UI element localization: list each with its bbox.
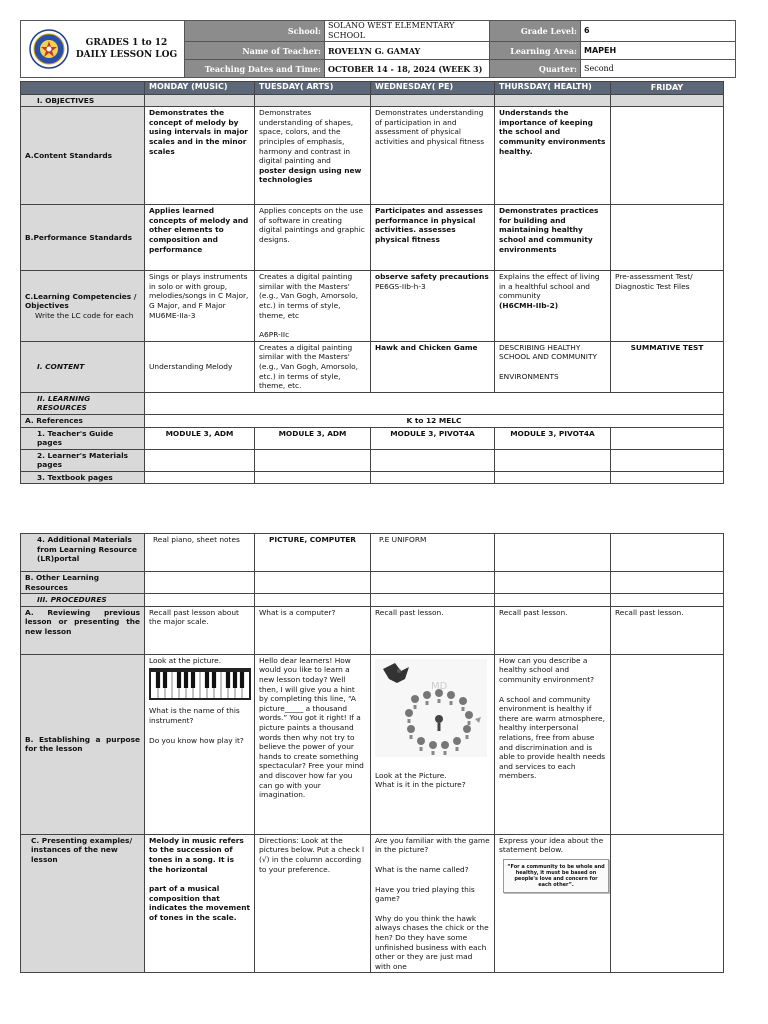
teachers-guide-row [21, 427, 724, 449]
competencies-row [21, 271, 724, 342]
other-resources-row [21, 572, 724, 594]
establishing-purpose-wednesday-line2: What is it in the picture? [375, 780, 466, 790]
reviewing-label: A. Reviewing previous lesson or presenting the new lesson [21, 606, 145, 654]
content-standards-row [21, 107, 724, 205]
reviewing-monday: Recall past lesson about the major scale. [145, 606, 255, 654]
presenting-examples-tuesday: Directions: Look at the pictures below. Put a check l (√) in the column according to your preference. [255, 834, 371, 973]
additional-materials-monday: Real piano, sheet notes [145, 534, 255, 572]
content-standards-monday: Demonstrates the concept of melody by using intervals in major scales and in the minor scales [145, 107, 255, 205]
day-header-row [21, 82, 724, 95]
establishing-purpose-monday [145, 654, 255, 834]
presenting-examples-monday [145, 834, 255, 973]
day-header-monday: MONDAY (MUSIC) [145, 82, 255, 95]
references-value: K to 12 MELC [145, 414, 724, 427]
references-row [21, 414, 724, 427]
textbook-row [21, 471, 724, 484]
additional-materials-row [21, 534, 724, 572]
header-title [69, 37, 184, 61]
content-standards-tuesday-text: Demonstrates understanding of shapes, space, colors, and the principles of emphasis, harmony and contrast in digital painting and [259, 108, 354, 166]
objectives-label: I. OBJECTIVES [21, 94, 145, 107]
presenting-examples-monday-line2: part of a musical composition that indicates the movement of tones in the scale. [149, 884, 251, 922]
presenting-examples-monday-line1: Melody in music refers to the succession of tones in a song. It is the horizontal [149, 835, 244, 874]
objectives-section-row [21, 94, 724, 107]
content-friday: SUMMATIVE TEST [611, 341, 724, 392]
competencies-thursday-code: (H6CMH-IIb-2) [499, 300, 559, 310]
establishing-purpose-wednesday-line1: Look at the Picture. [375, 770, 447, 780]
establishing-purpose-monday-line1: Look at the picture. [149, 655, 222, 665]
day-header-wednesday: WEDNESDAY( PE) [371, 82, 495, 95]
school-value: SOLANO WEST ELEMENTARY SCHOOL [325, 21, 490, 42]
content-row [21, 341, 724, 392]
lesson-grid-part-2 [20, 533, 724, 973]
content-monday: Understanding Melody [145, 341, 255, 392]
competencies-tuesday [255, 271, 371, 342]
dates-label: Teaching Dates and Time: [185, 60, 325, 78]
reviewing-row [21, 606, 724, 654]
grade-level-value: 6 [581, 21, 736, 42]
competencies-thursday-text: Explains the effect of living in a healthful school and community [499, 272, 600, 301]
hawk-and-chicken-game-image [375, 659, 487, 757]
lesson-grid-part-1 [20, 81, 724, 484]
establishing-purpose-thursday-line1: How can you describe a healthy school and community environment? [499, 655, 595, 684]
presenting-examples-wednesday-line2: What is the name called? [375, 864, 469, 874]
content-standards-label: A.Content Standards [21, 107, 145, 205]
header-title-line1: GRADES 1 to 12 [85, 38, 168, 48]
competencies-wednesday [371, 271, 495, 342]
other-resources-label: B. Other Learning Resources [21, 572, 145, 594]
quarter-value: Second [581, 60, 736, 78]
teachers-guide-thursday: MODULE 3, PIVOT4A [495, 427, 611, 449]
piano-keyboard-image [149, 668, 251, 700]
competencies-wednesday-code: PE6GS-IIb-h-3 [375, 281, 426, 291]
establishing-purpose-thursday-line2: A school and community environment is healthy if there are warm atmosphere, healthy interpersonal relations, free from abuse and discrimination and is able to provide health needs and services to each members. [499, 694, 606, 781]
deped-seal-icon [29, 29, 69, 69]
competencies-friday: Pre-assessment Test/ Diagnostic Test Files [611, 271, 724, 342]
content-thursday [495, 341, 611, 392]
content-tuesday: Creates a digital painting similar with the Masters' (e.g., Van Gogh, Amorsolo, etc.) in terms of style, theme, etc. [255, 341, 371, 392]
presenting-examples-wednesday [371, 834, 495, 973]
dates-value: OCTOBER 14 - 18, 2024 (WEEK 3) [325, 60, 490, 78]
header-title-line2: DAILY LESSON LOG [75, 50, 178, 60]
procedures-section-row [21, 594, 724, 607]
competencies-label: C.Learning Competencies / Objectives [25, 291, 137, 311]
learning-resources-row [21, 392, 724, 414]
performance-standards-thursday: Demonstrates practices for building and maintaining healthy school and community environments [495, 205, 611, 271]
day-header-tuesday: TUESDAY( ARTS) [255, 82, 371, 95]
learners-materials-label: 2. Learner's Materials pages [21, 449, 145, 471]
procedures-label: III. PROCEDURES [21, 594, 145, 607]
competencies-monday-code: MU6ME-IIa-3 [149, 310, 196, 320]
content-thursday-line1: DESCRIBING HEALTHY SCHOOL AND COMMUNITY [499, 342, 598, 362]
additional-materials-tuesday: PICTURE, COMPUTER [255, 534, 371, 572]
establishing-purpose-monday-line2: What is the name of this instrument? [149, 706, 240, 725]
additional-materials-wednesday: P.E UNIFORM [371, 534, 495, 572]
content-standards-wednesday: Demonstrates understanding of participation in and assessment of physical activities and physical fitness [371, 107, 495, 205]
establishing-purpose-monday-line3: Do you know how play it? [149, 735, 244, 745]
presenting-examples-label: C. Presenting examples/ instances of the new lesson [21, 834, 145, 973]
content-standards-tuesday [255, 107, 371, 205]
performance-standards-monday: Applies learned concepts of melody and other elements to composition and performance [145, 205, 255, 271]
school-label: School: [185, 21, 325, 42]
presenting-examples-thursday-text: Express your idea about the statement below. [499, 835, 604, 855]
reviewing-tuesday: What is a computer? [255, 606, 371, 654]
teachers-guide-wednesday: MODULE 3, PIVOT4A [371, 427, 495, 449]
reviewing-thursday: Recall past lesson. [495, 606, 611, 654]
establishing-purpose-tuesday: Hello dear learners! How would you like to learn a new lesson today? Well then, I will give you a hint by completing this line, “A picture_____ a thousand words.” You got it right! If a picture paints a thousand words then why not try to believe the power of your hands to create something spectacular? Free your mind and discover how far you can go with your imagination. [255, 654, 371, 834]
content-wednesday: Hawk and Chicken Game [371, 341, 495, 392]
content-label: I. CONTENT [21, 341, 145, 392]
additional-materials-label: 4. Additional Materials from Learning Resource (LR)portal [21, 534, 145, 572]
competencies-monday [145, 271, 255, 342]
reviewing-wednesday: Recall past lesson. [371, 606, 495, 654]
establishing-purpose-thursday [495, 654, 611, 834]
header-logo-cell [21, 21, 185, 78]
teachers-guide-monday: MODULE 3, ADM [145, 427, 255, 449]
textbook-label: 3. Textbook pages [21, 471, 145, 484]
image-watermark-icon: MD [431, 680, 448, 692]
performance-standards-friday [611, 205, 724, 271]
corner-cell [21, 82, 145, 95]
presenting-examples-row [21, 834, 724, 973]
performance-standards-tuesday: Applies concepts on the use of software in creating digital paintings and graphic designs. [255, 205, 371, 271]
learners-materials-row [21, 449, 724, 471]
establishing-purpose-label: B. Establishing a purpose for the lesson [21, 654, 145, 834]
reviewing-friday: Recall past lesson. [611, 606, 724, 654]
content-thursday-line2: ENVIRONMENTS [499, 371, 559, 381]
learning-area-label: Learning Area: [490, 42, 581, 60]
community-quote-card: “For a community to be whole and healthy, it must be based on people's love and concern for each other”. [503, 859, 609, 893]
competencies-wednesday-text: observe safety precautions [375, 272, 489, 282]
performance-standards-label: B.Performance Standards [21, 205, 145, 271]
presenting-examples-thursday [495, 834, 611, 973]
teacher-value: ROVELYN G. GAMAY [325, 42, 490, 60]
competencies-tuesday-text: Creates a digital painting similar with the Masters' (e.g., Van Gogh, Amorsolo, etc.) in terms of style, theme, etc [259, 272, 358, 320]
competencies-note: Write the LC code for each [35, 310, 134, 320]
content-standards-tuesday-bold: poster design using new technologies [259, 165, 362, 185]
teachers-guide-tuesday: MODULE 3, ADM [255, 427, 371, 449]
performance-standards-wednesday: Participates and assesses performance in physical activities. assesses physical fitness [371, 205, 495, 271]
content-standards-friday [611, 107, 724, 205]
grade-level-label: Grade Level: [490, 21, 581, 42]
learning-resources-label: II. LEARNING RESOURCES [21, 392, 145, 414]
teacher-label: Name of Teacher: [185, 42, 325, 60]
presenting-examples-wednesday-line3: Have you tried playing this game? [375, 884, 475, 904]
teachers-guide-label: 1. Teacher's Guide pages [21, 427, 145, 449]
lesson-log-header [20, 20, 736, 78]
establishing-purpose-row [21, 654, 724, 834]
competencies-label-cell [21, 271, 145, 342]
day-header-friday: FRIDAY [611, 82, 724, 95]
establishing-purpose-wednesday [371, 654, 495, 834]
presenting-examples-wednesday-line1: Are you familiar with the game in the picture? [375, 835, 490, 855]
competencies-thursday [495, 271, 611, 342]
learning-area-value: MAPEH [581, 42, 736, 60]
quarter-label: Quarter: [490, 60, 581, 78]
presenting-examples-wednesday-line4: Why do you think the hawk always chases the chick or the hen? Do they have some unfinished business with each other or they are just mad with one [375, 913, 489, 971]
competencies-monday-text: Sings or plays instruments in solo or with group, melodies/songs in C Major, G Major, and F Major [149, 272, 249, 310]
competencies-tuesday-code: A6PR-IIc [259, 330, 290, 340]
references-label: A. References [21, 414, 145, 427]
performance-standards-row [21, 205, 724, 271]
day-header-thursday: THURSDAY( HEALTH) [495, 82, 611, 95]
content-standards-thursday: Understands the importance of keeping the school and community environments healthy. [495, 107, 611, 205]
